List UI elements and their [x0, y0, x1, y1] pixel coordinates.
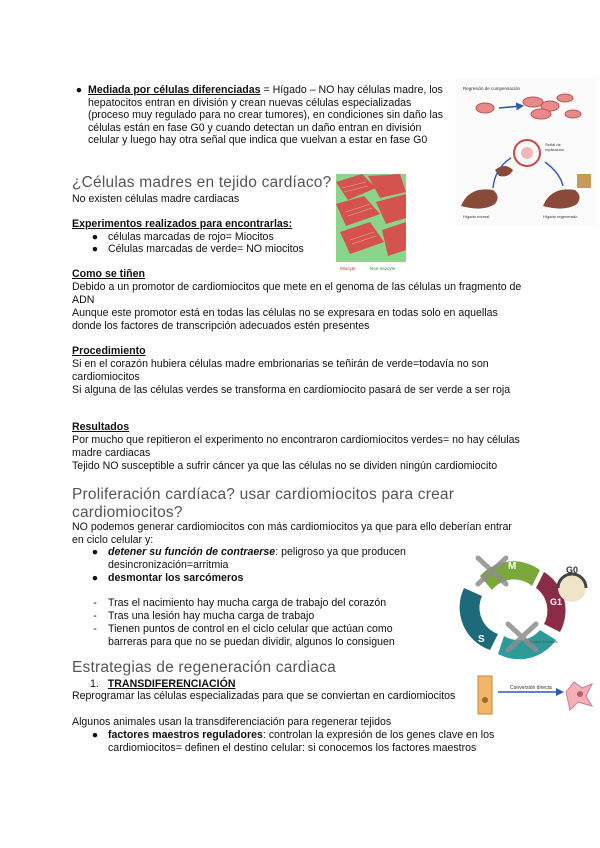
- bullet-dot: ●: [91, 729, 99, 741]
- svg-text:Hígado normal: Hígado normal: [463, 214, 490, 219]
- bullet-dot: ●: [91, 546, 99, 558]
- bullet-dot: ●: [75, 84, 83, 96]
- b1-bold: detener su función de contraerse: [108, 546, 276, 558]
- b1-text: : peligroso ya que producen desincronización=arritmia: [108, 546, 406, 571]
- experiments-title: Experimentos realizados para encontrarlas:: [72, 218, 293, 230]
- res-p2: Tejido NO susceptible a sufrir cáncer ya que las células no se dividen ningún cardiomiocito: [72, 460, 498, 472]
- bullet-dot: ●: [91, 243, 99, 255]
- dash-item-1-text: Tras el nacimiento hay mucha carga de trabajo del corazón: [108, 597, 387, 609]
- section3-bullet-text: : controlan la expresión de los genes clave en los cardiomiocitos= definen el destino celular: si conocemos los factores maestros: [108, 729, 495, 754]
- num-marker: 1.: [90, 678, 99, 690]
- section3-p2: Algunos animales usan la transdiferenciación para regenerar tejidos: [72, 716, 392, 728]
- cardiac-muscle-figure: [336, 174, 406, 274]
- dash-item-1: [93, 597, 418, 610]
- section1-line: No existen células madre cardiacas: [72, 193, 240, 205]
- svg-text:Hígado regenerado: Hígado regenerado: [543, 214, 578, 219]
- direct-conversion-figure: [470, 670, 595, 718]
- cycle-label-s: S: [478, 634, 485, 645]
- res-title: Resultados: [72, 421, 130, 433]
- proc-p1: Si en el corazón hubiera células madre embrionarias se teñirán de verde=todavía no son cardiomiocitos: [72, 358, 489, 383]
- cycle-label-g0: G0: [566, 565, 579, 575]
- cycle-label-g1: G1: [550, 597, 563, 607]
- proc-title: Procedimiento: [72, 345, 146, 357]
- dash-item-2-text: Tras una lesión hay mucha carga de trabajo: [108, 610, 315, 622]
- section2-p1: NO podemos generar cardiomiocitos con más cardiomiocitos ya que para ello deberían entrar en ciclo celular y:: [72, 521, 512, 546]
- experiments-item-2: [91, 243, 304, 256]
- proc-p2: Si alguna de las células verdes se transforma en cardiomiocito pasará de ser verde a ser roja: [72, 384, 511, 396]
- section2-bullet-2: [91, 572, 244, 585]
- svg-text:Señal de: Señal de: [545, 142, 561, 147]
- intro-text: = Hígado – NO hay células madre, los hepatocitos entran en división y crean nuevas células especializadas (proceso muy regulado para no crear tumores), en condiciones sin daño las células están en fase G0 y cuando detectan un daño entran en división celular y luego hay otra señal que indica que vuelvan a estar en fase G0: [88, 84, 444, 147]
- tinen-p2: Aunque este promotor está en todas las células no se expresara en todas solo en aquellas donde los factores de transcripción adecuados estén presentes: [72, 307, 498, 332]
- conversion-label: Conversión directa: [510, 685, 552, 691]
- intro-bold-label: Mediada por células diferenciadas: [88, 84, 261, 96]
- b2-bold: desmontar los sarcómeros: [108, 572, 244, 584]
- dash-mark: -: [93, 623, 97, 635]
- tinen-title: Como se tiñen: [72, 268, 145, 280]
- experiments-item-1-text: células marcadas de rojo= Miocitos: [108, 231, 274, 243]
- liver-regeneration-figure: [455, 78, 595, 226]
- cycle-label-m: M: [508, 561, 517, 572]
- svg-text:Regresión de compensación: Regresión de compensación: [463, 86, 521, 91]
- section2-bullet-1: [91, 546, 426, 571]
- svg-text:Control de puntos: Control de puntos: [530, 640, 558, 644]
- section1-heading: ¿Células madres en tejido cardíaco?: [72, 174, 332, 191]
- bullet-dot: ●: [91, 572, 99, 584]
- numbered-item-1: [90, 678, 236, 691]
- svg-text:replicación: replicación: [545, 147, 565, 152]
- section2-heading: Proliferación cardíaca? usar cardiomiocitos para crear cardiomiocitos?: [72, 486, 455, 521]
- section3-p1: Reprogramar las células especializadas para que se conviertan en cardiomiocitos: [72, 690, 456, 702]
- miocyte-label: Miocyte: [340, 266, 356, 271]
- dash-mark: -: [93, 597, 97, 609]
- section3-heading: Estrategias de regeneración cardiaca: [72, 659, 336, 676]
- cycle-label-g2: G2: [447, 585, 460, 595]
- dash-mark: -: [93, 610, 97, 622]
- dash-item-3: [93, 623, 413, 648]
- tinen-p1: Debido a un promotor de cardiomiocitos que mete en el genoma de las células un fragmento de ADN: [72, 281, 522, 306]
- experiments-item-2-text: Células marcadas de verde= NO miocitos: [108, 243, 304, 255]
- transdiferenciacion-title: TRANSDIFERENCIACIÓN: [107, 678, 236, 690]
- section3-bullet: [91, 729, 508, 754]
- dash-item-3-text: Tienen puntos de control en el ciclo celular que actúan como barreras para que no se puedan dividir, algunos lo consiguen: [108, 623, 395, 648]
- experiments-item-1: [91, 231, 274, 244]
- section3-bullet-bold: factores maestros reguladores: [108, 729, 263, 741]
- bullet-dot: ●: [91, 231, 99, 243]
- non-miocyte-label: Non-miocyte: [370, 266, 396, 271]
- cell-cycle-figure: [420, 548, 595, 666]
- intro-bullet: [75, 84, 450, 147]
- dash-item-2: [93, 610, 418, 623]
- res-p1: Por mucho que repitieron el experimento no encontraron cardiomiocitos verdes= no hay células madre cardiacas: [72, 434, 520, 459]
